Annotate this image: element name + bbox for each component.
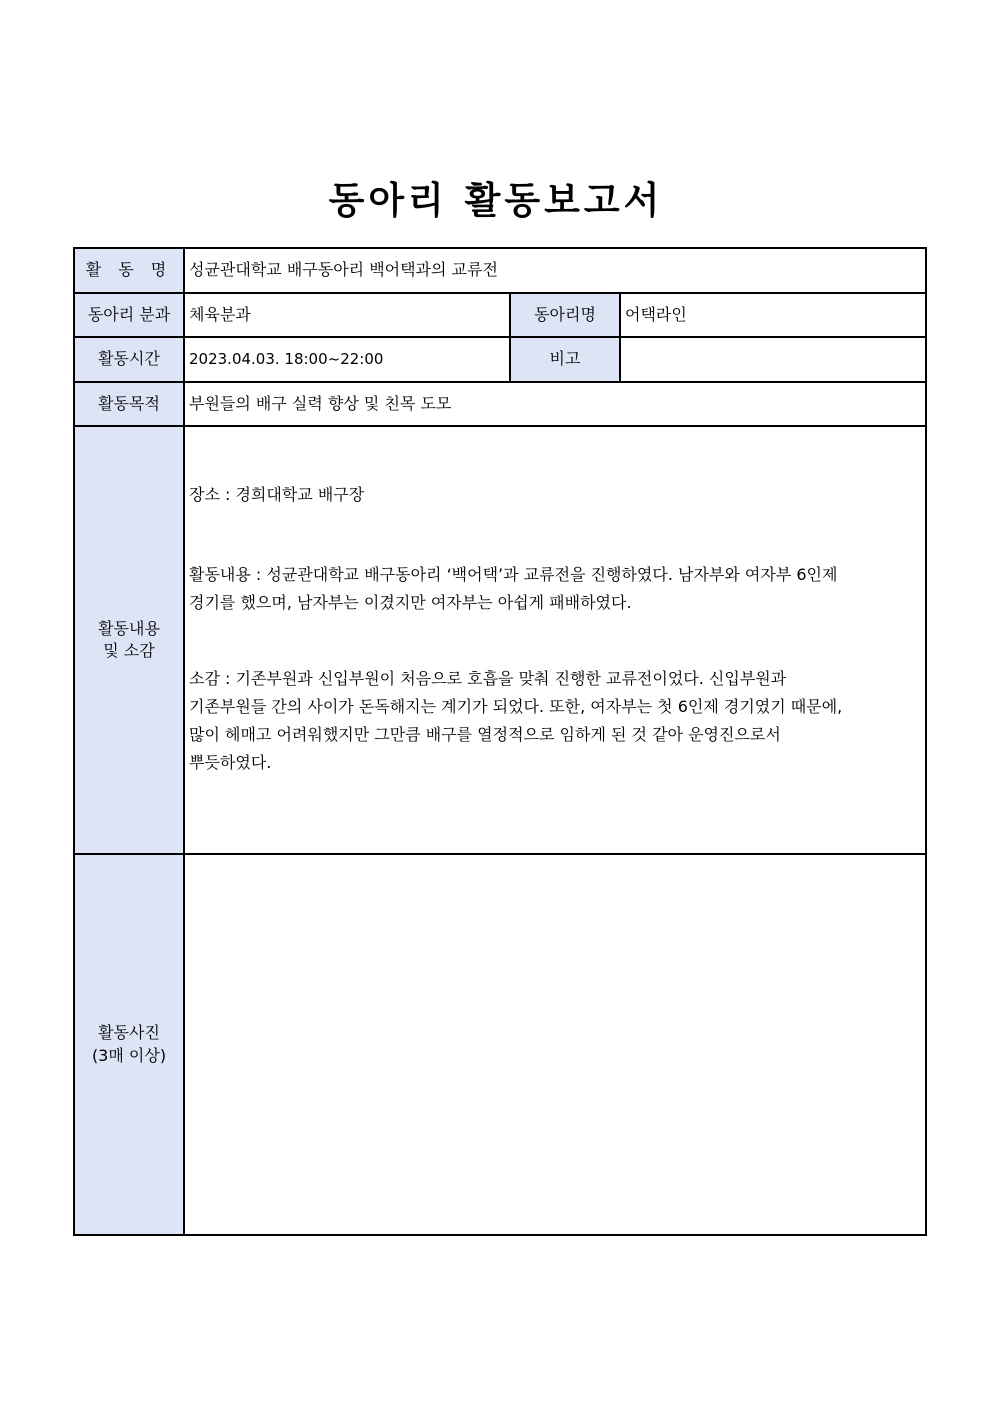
value-activity-name: 성균관대학교 배구동아리 백어택과의 교류전 xyxy=(184,248,926,293)
value-remarks xyxy=(620,337,926,382)
label-content-line2: 및 소감 xyxy=(103,641,155,660)
content-impression-line3: 많이 헤매고 어려워했지만 그만큼 배구를 열정적으로 임하게 된 것 같아 운영진으로서 xyxy=(189,725,781,744)
content-impression-line4: 뿌듯하였다. xyxy=(189,753,272,772)
content-impression-line1: 소감 : 기존부원과 신입부원이 처음으로 호흡을 맞춰 진행한 교류전이었다. 신입부원과 xyxy=(189,669,787,688)
label-photo-line1: 활동사진 xyxy=(98,1023,160,1043)
row-club-info xyxy=(74,293,926,337)
document-title: 동아리 활동보고서 xyxy=(328,179,664,222)
report-table xyxy=(73,247,927,1236)
row-activity-photos xyxy=(74,854,926,1235)
label-club-division: 동아리 분과 xyxy=(74,293,184,337)
row-activity-content xyxy=(74,426,926,854)
label-activity-content xyxy=(74,426,184,854)
label-activity-time: 활동시간 xyxy=(74,337,184,382)
content-impression-line2: 기존부원들 간의 사이가 돈독해지는 계기가 되었다. 또한, 여자부는 첫 6인제 경기였기 때문에, xyxy=(189,697,843,716)
label-activity-photos xyxy=(74,854,184,1235)
label-content-line1: 활동내용 xyxy=(98,618,160,638)
value-activity-purpose: 부원들의 배구 실력 향상 및 친목 도모 xyxy=(184,382,926,426)
value-club-division: 체육분과 xyxy=(184,293,510,337)
photo-area xyxy=(184,854,926,1235)
value-activity-content xyxy=(184,426,926,854)
row-activity-purpose xyxy=(74,382,926,426)
label-photo-line2: (3매 이상) xyxy=(91,1045,167,1065)
row-activity-time xyxy=(74,337,926,382)
label-activity-name: 활 동 명 xyxy=(74,248,184,293)
content-activity-line2: 경기를 했으며, 남자부는 이겼지만 여자부는 아쉽게 패배하였다. xyxy=(189,593,632,612)
label-remarks: 비고 xyxy=(510,337,620,382)
value-club-name: 어택라인 xyxy=(620,293,926,337)
label-club-name: 동아리명 xyxy=(510,293,620,337)
content-activity-line1: 활동내용 : 성균관대학교 배구동아리 ‘백어택’과 교류전을 진행하였다. 남자부와 여자부 6인제 xyxy=(189,565,838,584)
label-activity-purpose: 활동목적 xyxy=(74,382,184,426)
value-activity-time: 2023.04.03. 18:00~22:00 xyxy=(184,337,510,382)
content-place: 장소 : 경희대학교 배구장 xyxy=(189,485,365,504)
row-activity-name xyxy=(74,248,926,293)
